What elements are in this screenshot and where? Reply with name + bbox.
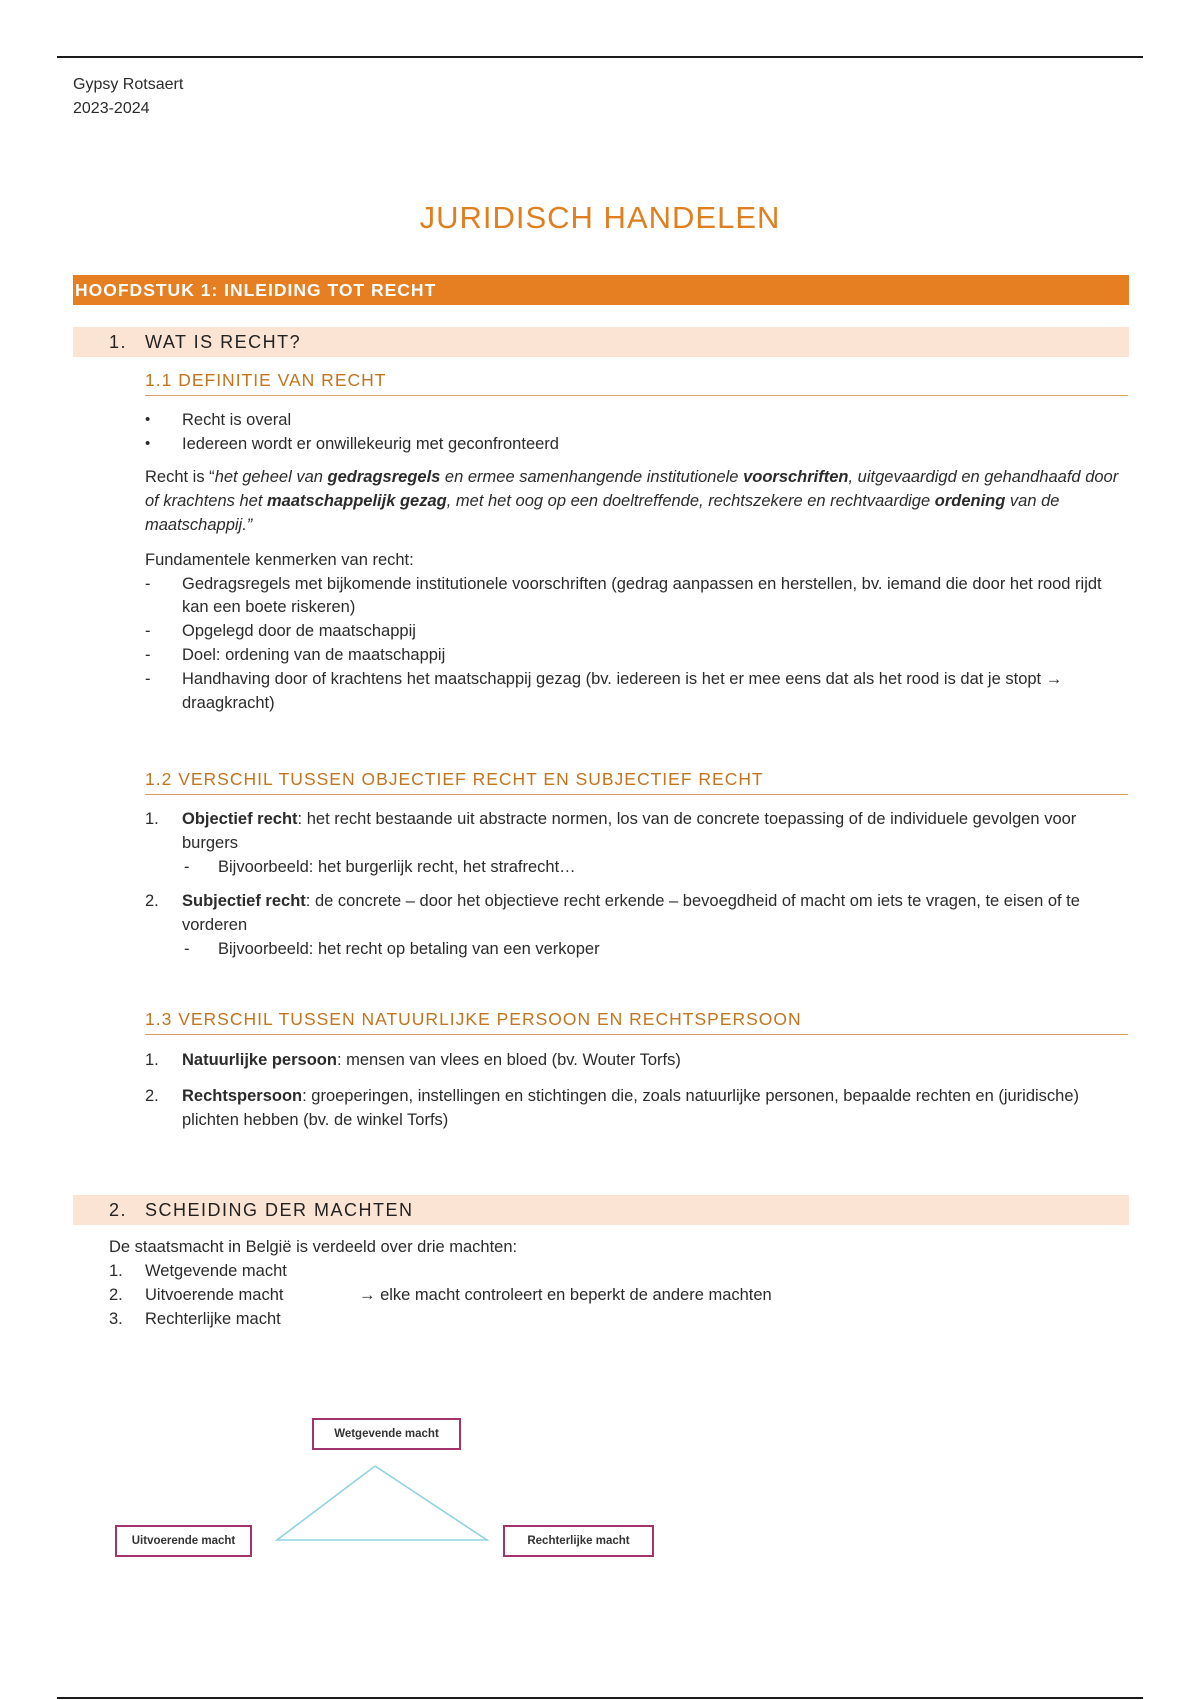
- list-item: - Gedragsregels met bijkomende institutionele voorschriften (gedrag aanpassen en herstellen, bv. iemand die door het rood rijdt kan een boete riskeren): [145, 574, 1102, 617]
- separation-of-powers-diagram: [105, 1390, 665, 1590]
- list-item: - Bijvoorbeeld: het burgerlijk recht, het strafrecht…: [184, 857, 576, 876]
- subsection-1-2-heading: 1.2 VERSCHIL TUSSEN OBJECTIEF RECHT EN SUBJECTIEF RECHT: [145, 766, 1128, 795]
- bullet-icon: •: [145, 434, 151, 452]
- list-item: 1. Wetgevende macht: [109, 1261, 287, 1280]
- section-2-number: 2.: [109, 1200, 128, 1220]
- bullet-list: [145, 409, 1125, 457]
- section-2-heading: [73, 1195, 1129, 1225]
- subsection-1-3-heading: 1.3 VERSCHIL TUSSEN NATUURLIJKE PERSOON EN RECHTSPERSOON: [145, 1006, 1128, 1035]
- powers-note: → elke macht controleert en beperkt de andere machten: [359, 1285, 772, 1304]
- section-1-title: WAT IS RECHT?: [145, 332, 302, 352]
- academic-year: 2023-2024: [73, 100, 150, 117]
- list-item: 3. Rechterlijke macht: [109, 1309, 281, 1328]
- document-title: JURIDISCH HANDELEN: [419, 200, 781, 235]
- subsection-1-3-body: [145, 1049, 1125, 1133]
- list-item: 1. Natuurlijke persoon: mensen van vlees en bloed (bv. Wouter Torfs): [145, 1051, 681, 1069]
- diagram-box-legislative: Wetgevende macht: [312, 1418, 461, 1450]
- list-item: - Bijvoorbeeld: het recht op betaling van een verkoper: [184, 939, 600, 958]
- section-1-heading: [73, 327, 1129, 357]
- powers-list: [109, 1260, 1109, 1332]
- features-intro: Fundamentele kenmerken van recht:: [145, 550, 414, 569]
- features-list: [145, 573, 1125, 717]
- diagram-box-executive: Uitvoerende macht: [115, 1525, 252, 1557]
- list-item: 2. Rechtspersoon: groeperingen, instellingen en stichtingen die, zoals natuurlijke personen, bepaalde rechten en (juridische) plichten hebben (bv. de winkel Torfs): [145, 1086, 1080, 1129]
- document-header: [73, 73, 183, 121]
- diagram-box-judicial: Rechterlijke macht: [503, 1525, 654, 1557]
- list-item: • Iedereen wordt er onwillekeurig met geconfronteerd: [145, 434, 559, 453]
- list-item: - Doel: ordening van de maatschappij: [145, 646, 446, 665]
- bottom-rule: [57, 1697, 1143, 1699]
- list-item: - Opgelegd door de maatschappij: [145, 622, 416, 641]
- numbered-list: [145, 808, 1125, 962]
- section-2-title: SCHEIDING DER MACHTEN: [145, 1200, 414, 1220]
- chapter-heading: HOOFDSTUK 1: INLEIDING TOT RECHT: [73, 275, 1129, 305]
- list-item: - Handhaving door of krachtens het maatschappij gezag (bv. iedereen is het er mee eens dat als het rood is dat je stopt → draagkracht): [145, 670, 1063, 713]
- subsection-1-1-heading: 1.1 DEFINITIE VAN RECHT: [145, 367, 1128, 396]
- numbered-list: [145, 1049, 1125, 1133]
- definition-paragraph: Recht is “het geheel van gedragsregels en ermee samenhangende institutionele voorschriften, uitgevaardigd en gehandhaafd door of krachtens het maatschappelijk gezag, met het oog op een doeltreffende, rechtszekere en rechtvaardige ordening van de maatschappij.”: [145, 467, 1119, 534]
- list-item: 2. Uitvoerende macht → elke macht controleert en beperkt de andere machten: [109, 1285, 772, 1304]
- section-1-number: 1.: [109, 332, 128, 352]
- triangle-line: [277, 1466, 487, 1540]
- subsection-1-1-body: [145, 409, 1125, 716]
- author-name: Gypsy Rotsaert: [73, 76, 184, 93]
- list-item: 1. Objectief recht: het recht bestaande uit abstracte normen, los van de concrete toepassing of de individuele gevolgen voor burgers - Bijvoorbeeld: het burgerlijk recht, het strafrecht…: [145, 808, 1125, 880]
- list-item: 2. Subjectief recht: de concrete – door het objectieve recht erkende – bevoegdheid of macht om iets te vragen, te eisen of te vorderen - Bijvoorbeeld: het recht op betaling van een verkoper: [145, 890, 1125, 962]
- powers-intro: De staatsmacht in België is verdeeld over drie machten:: [109, 1238, 518, 1256]
- top-rule: [57, 56, 1143, 58]
- section-2-body: [109, 1236, 1109, 1332]
- list-item: • Recht is overal: [145, 411, 292, 429]
- subsection-1-2-body: [145, 808, 1125, 962]
- bullet-icon: •: [145, 411, 151, 428]
